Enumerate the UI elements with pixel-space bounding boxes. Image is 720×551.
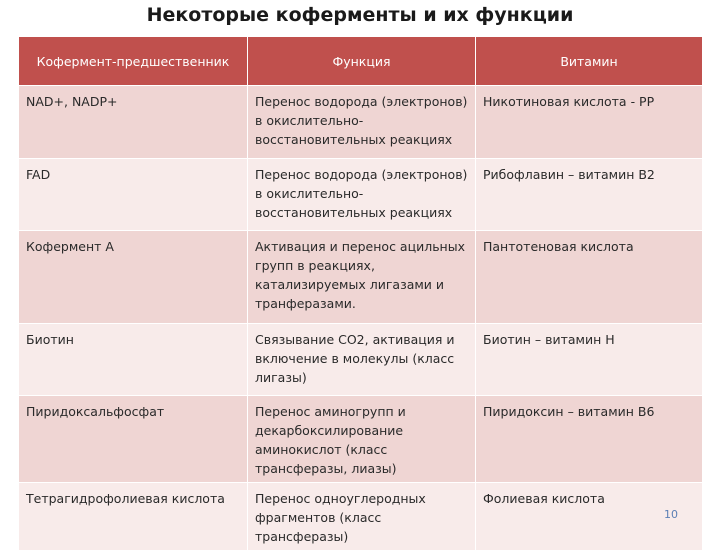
cell-vitamin: Никотиновая кислота - PP bbox=[476, 86, 703, 159]
cell-function: Активация и перенос ацильных групп в реакциях, катализируемых лигазами и транферазами. bbox=[248, 231, 476, 324]
cell-function: Перенос водорода (электронов) в окислительно-восстановительных реакциях bbox=[248, 86, 476, 159]
cell-coenzyme: Тетрагидрофолиевая кислота bbox=[19, 483, 248, 551]
table-row bbox=[19, 159, 703, 231]
cell-coenzyme: NAD+, NADP+ bbox=[19, 86, 248, 159]
cell-vitamin: Пантотеновая кислота bbox=[476, 231, 703, 324]
table-row bbox=[19, 86, 703, 159]
table-row bbox=[19, 396, 703, 483]
cell-vitamin: Рибофлавин – витамин B2 bbox=[476, 159, 703, 231]
cell-vitamin: Биотин – витамин H bbox=[476, 324, 703, 396]
table-row bbox=[19, 231, 703, 324]
cell-function: Перенос аминогрупп и декарбоксилирование аминокислот (класс трансферазы, лиазы) bbox=[248, 396, 476, 483]
header-function: Функция bbox=[248, 37, 476, 86]
header-vitamin: Витамин bbox=[476, 37, 703, 86]
table-header-row bbox=[19, 37, 703, 86]
cell-vitamin: Фолиевая кислота bbox=[476, 483, 703, 551]
cell-coenzyme: FAD bbox=[19, 159, 248, 231]
page-title: Некоторые коферменты и их функции bbox=[146, 4, 574, 26]
cell-coenzyme: Кофермент А bbox=[19, 231, 248, 324]
cell-vitamin: Пиридоксин – витамин B6 bbox=[476, 396, 703, 483]
page-number: 10 bbox=[664, 508, 678, 521]
cell-coenzyme: Пиридоксальфосфат bbox=[19, 396, 248, 483]
coenzyme-table bbox=[18, 36, 703, 551]
table-row bbox=[19, 483, 703, 551]
cell-function: Перенос водорода (электронов) в окислительно-восстановительных реакциях bbox=[248, 159, 476, 231]
cell-function: Связывание CO2, активация и включение в молекулы (класс лигазы) bbox=[248, 324, 476, 396]
table-row bbox=[19, 324, 703, 396]
cell-coenzyme: Биотин bbox=[19, 324, 248, 396]
cell-function: Перенос одноуглеродных фрагментов (класс трансферазы) bbox=[248, 483, 476, 551]
header-coenzyme: Кофермент-предшественник bbox=[19, 37, 248, 86]
